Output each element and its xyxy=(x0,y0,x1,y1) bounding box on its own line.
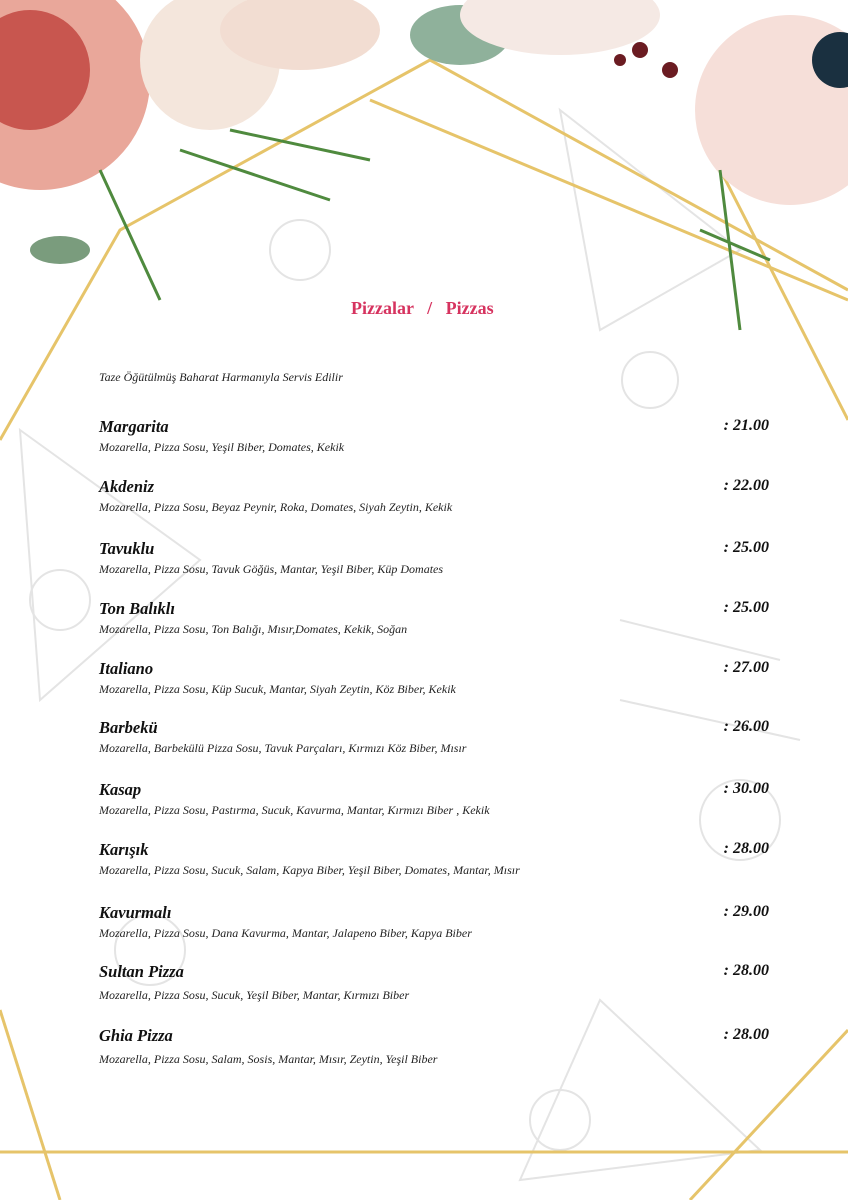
item-price: : 25.00 xyxy=(723,599,769,616)
item-description: Mozarella, Pizza Sosu, Dana Kavurma, Mantar, Jalapeno Biber, Kapya Biber xyxy=(99,926,472,940)
menu-item xyxy=(99,659,769,713)
item-price: : 25.00 xyxy=(723,539,769,556)
item-name: Italiano xyxy=(99,659,154,678)
section-subtitle: Taze Öğütülmüş Baharat Harmanıyla Servis Edilir xyxy=(99,370,343,384)
menu-item xyxy=(99,780,769,834)
item-price: : 30.00 xyxy=(723,780,769,797)
item-price: : 26.00 xyxy=(723,718,769,735)
menu-item xyxy=(99,903,769,957)
item-name: Ton Balıklı xyxy=(99,599,175,618)
menu-item xyxy=(99,1026,769,1080)
item-price: : 21.00 xyxy=(723,417,769,434)
floral-corner-left xyxy=(0,0,380,300)
item-name: Barbekü xyxy=(99,718,158,737)
item-description: Mozarella, Pizza Sosu, Küp Sucuk, Mantar, Siyah Zeytin, Köz Biber, Kekik xyxy=(99,682,456,696)
item-price: : 22.00 xyxy=(723,477,769,494)
item-name: Tavuklu xyxy=(99,539,155,558)
menu-item xyxy=(99,477,769,531)
section-title: Pizzalar / Pizzas xyxy=(351,298,494,318)
item-price: : 28.00 xyxy=(723,1026,769,1043)
floral-corner-right xyxy=(410,0,848,330)
item-name: Karışık xyxy=(99,840,149,859)
item-description: Mozarella, Pizza Sosu, Beyaz Peynir, Roka, Domates, Siyah Zeytin, Kekik xyxy=(99,500,453,514)
item-name: Kavurmalı xyxy=(99,903,172,922)
item-name: Sultan Pizza xyxy=(99,962,184,981)
item-name: Kasap xyxy=(99,780,142,799)
menu-item xyxy=(99,718,769,772)
item-name: Margarita xyxy=(99,417,169,436)
item-price: : 27.00 xyxy=(723,659,769,676)
item-description: Mozarella, Pizza Sosu, Yeşil Biber, Domates, Kekik xyxy=(99,440,345,454)
item-description: Mozarella, Pizza Sosu, Tavuk Göğüs, Mantar, Yeşil Biber, Küp Domates xyxy=(99,562,444,576)
item-price: : 29.00 xyxy=(723,903,769,920)
item-price: : 28.00 xyxy=(723,962,769,979)
item-name: Akdeniz xyxy=(99,477,155,496)
menu-item xyxy=(99,840,769,894)
menu-item xyxy=(99,417,769,471)
item-description: Mozarella, Barbekülü Pizza Sosu, Tavuk Parçaları, Kırmızı Köz Biber, Mısır xyxy=(99,741,467,755)
item-description: Mozarella, Pizza Sosu, Pastırma, Sucuk, Kavurma, Mantar, Kırmızı Biber , Kekik xyxy=(99,803,490,817)
menu-item xyxy=(99,599,769,653)
item-description: Mozarella, Pizza Sosu, Sucuk, Yeşil Biber, Mantar, Kırmızı Biber xyxy=(99,988,410,1002)
menu-item xyxy=(99,539,769,593)
item-description: Mozarella, Pizza Sosu, Sucuk, Salam, Kapya Biber, Yeşil Biber, Domates, Mantar, Mısır xyxy=(99,863,520,877)
item-name: Ghia Pizza xyxy=(99,1026,173,1045)
menu-item xyxy=(99,962,769,1016)
item-description: Mozarella, Pizza Sosu, Salam, Sosis, Mantar, Mısır, Zeytin, Yeşil Biber xyxy=(99,1052,438,1066)
item-description: Mozarella, Pizza Sosu, Ton Balığı, Mısır,Domates, Kekik, Soğan xyxy=(99,622,408,636)
item-price: : 28.00 xyxy=(723,840,769,857)
